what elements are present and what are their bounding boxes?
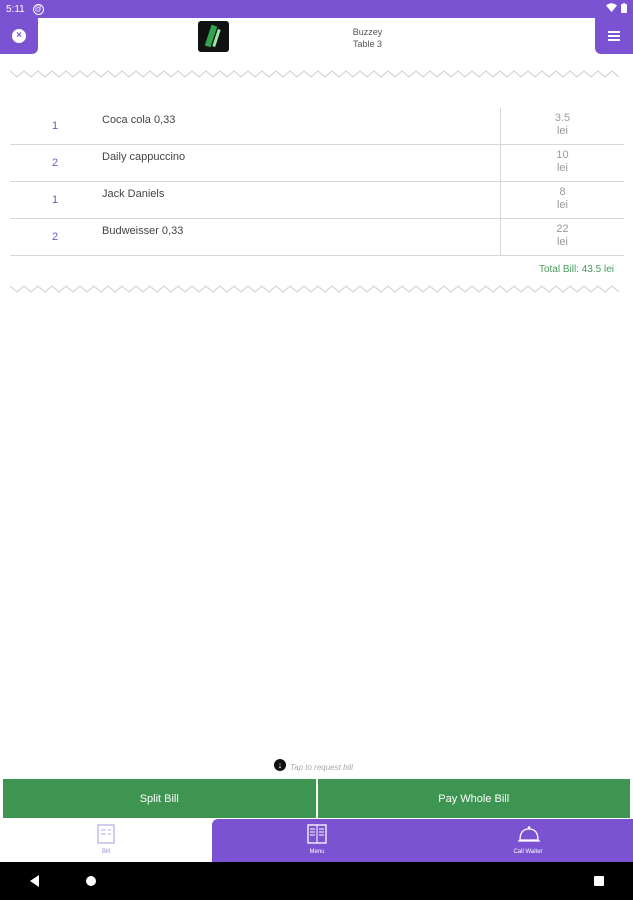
app-bar <box>0 18 633 56</box>
hamburger-icon <box>608 31 620 41</box>
cloche-icon <box>517 823 539 845</box>
venue-logo <box>198 21 229 52</box>
request-bill-hint-text: Tap to request bill <box>290 763 353 772</box>
bill-row <box>10 145 624 182</box>
tab-menu-label: Menu <box>309 849 325 855</box>
item-price-value: 22 <box>556 223 569 235</box>
receipt-top-edge <box>10 70 624 78</box>
item-name: Daily cappuccino <box>102 151 186 163</box>
item-price-currency: lei <box>556 199 568 211</box>
status-time: 5:11 <box>6 3 25 15</box>
item-name: Jack Daniels <box>102 188 165 200</box>
tab-call-waiter[interactable] <box>483 823 573 855</box>
tab-bill-label: Bill <box>101 849 110 855</box>
system-navigation-bar <box>0 862 633 900</box>
item-price-currency: lei <box>556 125 568 137</box>
item-price <box>501 112 624 138</box>
tab-menu[interactable] <box>272 823 362 855</box>
total-bill: Total Bill: 43.5 lei <box>538 264 614 275</box>
item-quantity: 1 <box>51 120 59 132</box>
close-button[interactable] <box>0 18 38 54</box>
item-price-value: 3.5 <box>554 112 571 124</box>
tab-call-waiter-label: Call Waiter <box>513 849 543 855</box>
bill-actions <box>3 779 630 818</box>
bill-row <box>10 108 624 145</box>
bill-icon <box>95 823 117 845</box>
close-circle-icon: × <box>12 29 26 43</box>
notification-icon: @ <box>34 5 42 13</box>
menu-book-icon <box>306 823 328 845</box>
receipt-bottom-edge <box>10 285 624 293</box>
venue-info <box>330 26 405 50</box>
bill-row <box>10 219 624 256</box>
recents-icon[interactable] <box>594 876 604 886</box>
bill-table <box>10 108 624 256</box>
table-label: Table 3 <box>352 39 383 49</box>
menu-button[interactable] <box>595 18 633 54</box>
item-price-value: 8 <box>559 186 566 198</box>
status-bar <box>0 0 633 18</box>
pay-whole-bill-button[interactable]: Pay Whole Bill <box>318 779 631 818</box>
arrow-down-circle-icon: ↓ <box>274 759 286 771</box>
status-icons <box>606 3 627 16</box>
item-quantity: 2 <box>51 231 59 243</box>
item-quantity: 1 <box>51 194 59 206</box>
item-price-currency: lei <box>556 236 568 248</box>
item-name: Budweisser 0,33 <box>102 225 184 237</box>
item-price <box>501 149 624 175</box>
item-name: Coca cola 0,33 <box>102 114 176 126</box>
bill-row <box>10 182 624 219</box>
item-price-value: 10 <box>556 149 569 161</box>
item-price <box>501 223 624 249</box>
split-bill-button[interactable]: Split Bill <box>3 779 316 818</box>
item-price-currency: lei <box>556 162 568 174</box>
back-icon[interactable] <box>30 875 39 887</box>
tab-bill[interactable] <box>61 823 151 855</box>
home-icon[interactable] <box>86 876 96 886</box>
battery-icon <box>621 3 627 16</box>
item-quantity: 2 <box>51 157 59 169</box>
bottom-navigation <box>0 819 633 862</box>
item-price <box>501 186 624 212</box>
wifi-icon <box>606 3 617 15</box>
request-bill-hint[interactable] <box>274 758 353 772</box>
venue-name: Buzzey <box>352 27 383 37</box>
